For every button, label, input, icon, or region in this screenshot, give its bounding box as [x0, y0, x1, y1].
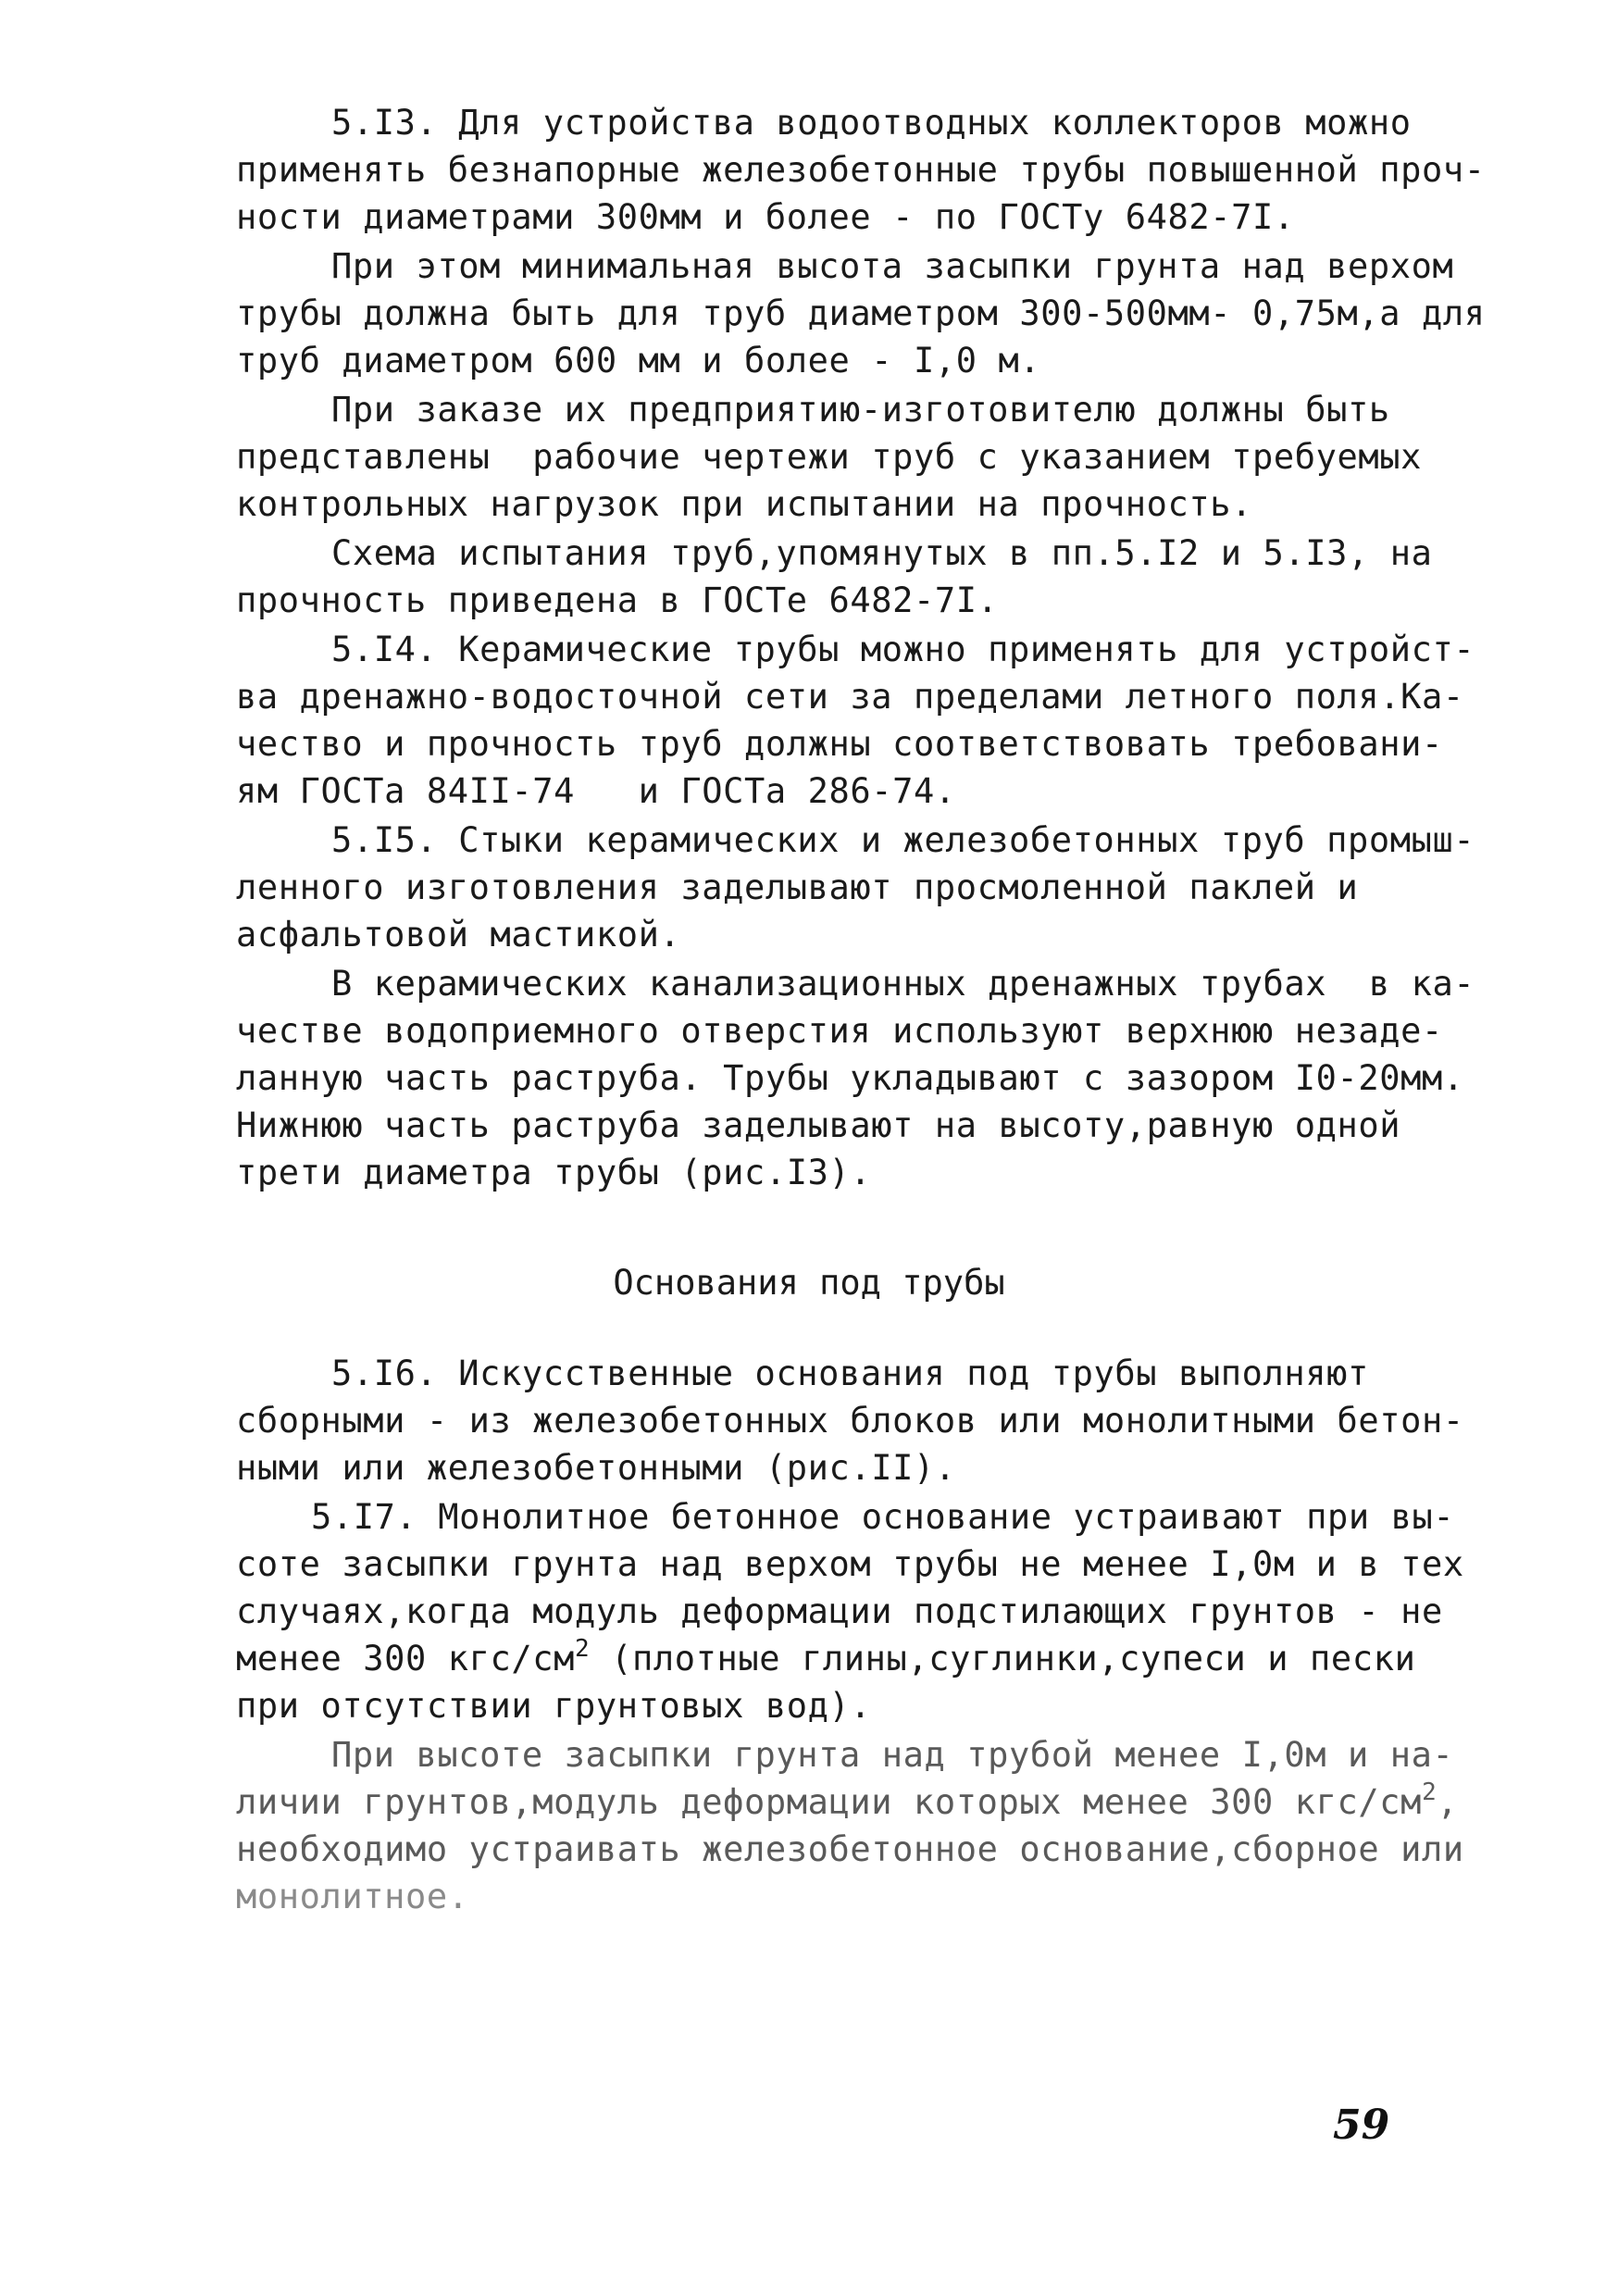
page-number: 59	[1333, 2102, 1390, 2149]
text-segment: ,	[1437, 1782, 1459, 1822]
text-line: соте засыпки грунта над верхом трубы не менее I,0м и в тех	[236, 1544, 1464, 1584]
section-heading: Основания под трубы	[613, 1263, 1005, 1303]
text-line: 5.I5. Стыки керамических и железобетонных труб промыш-	[331, 820, 1475, 860]
text-line: При заказе их предприятию-изготовителю должны быть	[331, 390, 1390, 430]
text-line: ности диаметрами 300мм и более - по ГОСТу 6482-7I.	[236, 197, 1295, 237]
text-line: ланную часть раструба. Трубы укладывают с зазором I0-20мм.	[236, 1058, 1464, 1098]
superscript: 2	[1422, 1778, 1438, 1806]
text-line: сборными - из железобетонных блоков или монолитными бетон-	[236, 1401, 1464, 1441]
text-line: 5.I7. Монолитное бетонное основание устраивают при вы-	[311, 1497, 1455, 1537]
text-line: 5.I3. Для устройства водоотводных коллекторов можно	[331, 103, 1412, 143]
text-line: ленного изготовления заделывают просмоленной паклей и	[236, 867, 1359, 907]
text-line: При высоте засыпки грунта над трубой менее I,0м и на-	[331, 1735, 1454, 1775]
text-line: ва дренажно-водосточной сети за пределами летного поля.Ка-	[236, 677, 1464, 717]
text-line: чество и прочность труб должны соответствовать требовани-	[236, 724, 1443, 764]
text-line: представлены рабочие чертежи труб с указанием требуемых	[236, 437, 1423, 477]
text-segment: менее 300 кгс/см	[236, 1639, 576, 1678]
text-line: При этом минимальная высота засыпки грунта над верхом	[331, 246, 1454, 286]
text-line: при отсутствии грунтовых вод).	[236, 1686, 872, 1726]
text-line: асфальтовой мастикой.	[236, 915, 681, 955]
text-line: прочность приведена в ГОСТе 6482-7I.	[236, 580, 999, 620]
text-segment: (плотные глины,суглинки,супеси и пески	[590, 1639, 1416, 1678]
text-line: 5.I4. Керамические трубы можно применять для устройст-	[331, 630, 1475, 669]
text-line-with-superscript	[236, 1778, 1459, 1827]
text-segment: личии грунтов,модуль деформации которых менее 300 кгс/см	[236, 1782, 1423, 1822]
superscript: 2	[575, 1635, 591, 1663]
text-line: ными или железобетонными (рис.II).	[236, 1448, 956, 1488]
text-line: трети диаметра трубы (рис.I3).	[236, 1153, 872, 1192]
text-line: В керамических канализационных дренажных трубах в ка-	[331, 964, 1475, 1004]
text-line: трубы должна быть для труб диаметром 300-500мм- 0,75м,а для	[236, 293, 1486, 333]
text-line: случаях,когда модуль деформации подстилающих грунтов - не	[236, 1591, 1443, 1631]
text-line: применять безнапорные железобетонные трубы повышенной проч-	[236, 150, 1486, 190]
text-line: монолитное.	[236, 1877, 469, 1916]
text-line: необходимо устраивать железобетонное основание,сборное или	[236, 1829, 1464, 1869]
text-line: 5.I6. Искусственные основания под трубы выполняют	[331, 1354, 1369, 1393]
text-line: труб диаметром 600 мм и более - I,0 м.	[236, 341, 1041, 381]
text-line: честве водоприемного отверстия используют верхнюю незаде-	[236, 1011, 1443, 1051]
text-line: ям ГОСТа 84II-74 и ГОСТа 286-74.	[236, 771, 956, 811]
text-line: Схема испытания труб,упомянутых в пп.5.I2 и 5.I3, на	[331, 533, 1433, 573]
text-line-with-superscript	[236, 1635, 1416, 1683]
text-line: Нижнюю часть раструба заделывают на высоту,равную одной	[236, 1105, 1401, 1145]
text-line: контрольных нагрузок при испытании на прочность.	[236, 484, 1253, 524]
